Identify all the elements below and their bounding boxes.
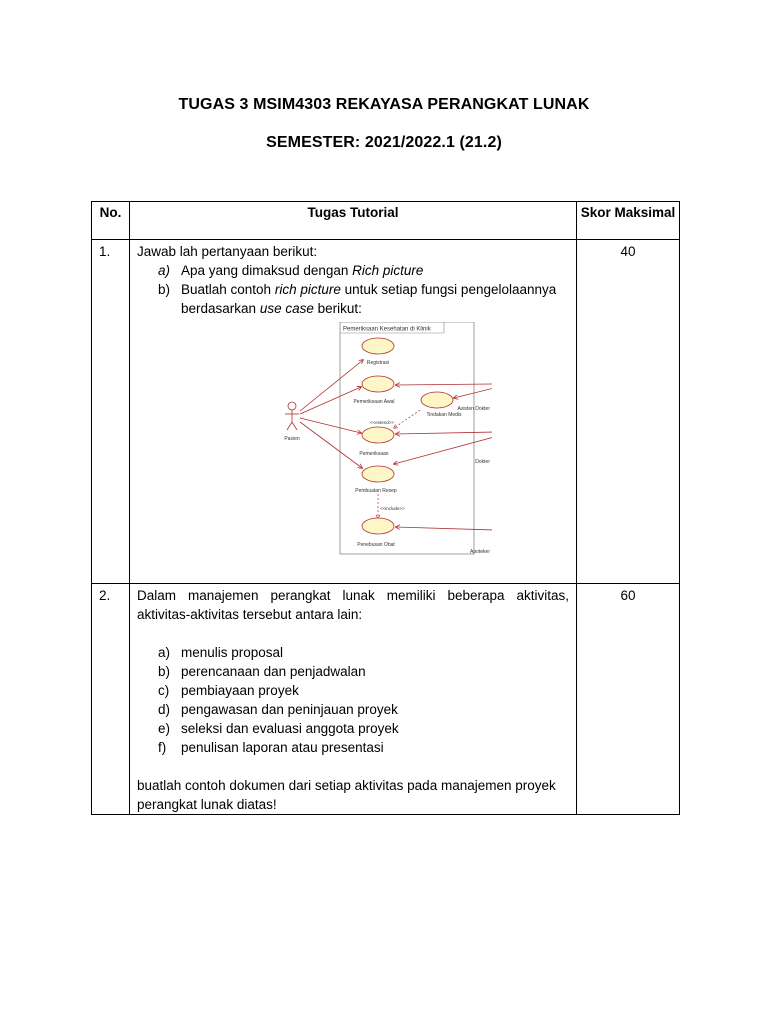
task-table [91,201,680,815]
task-cell [130,240,577,584]
item-text: pembiayaan proyek [181,683,299,698]
item-text: Apa yang dimaksud dengan [181,263,353,278]
item-text: berdasarkan [181,301,260,316]
usecase-pemeriksaan-awal [362,376,394,392]
extend-label: <<extend>> [370,420,395,425]
item-text: Buatlah contoh [181,282,275,297]
item-text-emphasis: use case [259,301,314,316]
usecase-label: Pemeriksaan Awal [353,399,395,405]
list-marker: c) [158,683,170,698]
list-marker: b) [158,282,171,297]
item-text: untuk setiap fungsi pengelolaannya [340,282,557,297]
item-text: menulis proposal [181,645,284,660]
use-case-diagram [222,322,492,562]
usecase-label: Penebusan Obat [357,542,395,548]
task-intro: Dalam manajemen perangkat lunak memiliki beberapa aktivitas, aktivitas-aktivitas tersebut antara lain: [137,588,569,622]
list-marker: f) [158,740,167,755]
usecase-registrasi [362,338,394,354]
task-intro: Jawab lah pertanyaan berikut: [137,244,318,259]
usecase-label: Registrasi [366,360,390,366]
list-item [137,643,569,662]
list-marker: d) [158,702,171,717]
list-marker: a) [158,263,171,278]
actor-label: Asisten Dokter [457,406,490,412]
list-item [137,738,569,757]
usecase-label: Pembuatan Resep [355,488,397,494]
header-task: Tugas Tutorial [130,202,577,240]
list-marker: e) [158,721,171,736]
actor-label: Apoteker [469,549,490,555]
item-text: perencanaan dan penjadwalan [181,664,366,679]
usecase-pemeriksaan [362,427,394,443]
list-marker: b) [158,664,171,679]
actor-icon [285,402,299,430]
system-name: Pemeriksaan Kesehatan di Klinik [343,326,431,333]
list-marker: a) [158,645,171,660]
item-text-emphasis: Rich picture [352,263,424,278]
row-number: 2. [92,584,130,815]
task-list [137,261,569,318]
actor-label: Dokter [475,459,490,465]
usecase-label: Tindakan Medis [426,412,462,418]
table-header-row [92,202,680,240]
list-item [137,700,569,719]
list-item [137,280,569,318]
task-closing: buatlah contoh dokumen dari setiap aktivitas pada manajemen proyek perangkat lunak diatas! [137,778,556,812]
table-row [92,240,680,584]
list-item [137,662,569,681]
usecase-penebusan-obat [362,518,394,534]
include-label: <<include>> [380,506,405,511]
header-no: No. [92,202,130,240]
semester-subtitle: SEMESTER: 2021/2022.1 (21.2) [266,134,502,151]
header-score: Skor Maksimal [577,202,680,240]
item-text: berikut: [313,301,362,316]
table-row [92,584,680,815]
actor-label: Pasien [284,436,300,442]
usecase-pembuatan-resep [362,466,394,482]
list-item [137,261,569,280]
item-text: pengawasan dan peninjauan proyek [181,702,398,717]
score-value: 40 [577,240,680,584]
score-value: 60 [577,584,680,815]
document-title: TUGAS 3 MSIM4303 REKAYASA PERANGKAT LUNAK [178,96,590,113]
system-boundary [340,322,474,554]
item-text: penulisan laporan atau presentasi [181,740,384,755]
list-item [137,719,569,738]
item-text: seleksi dan evaluasi anggota proyek [181,721,399,736]
usecase-label: Pemeriksaan [359,451,389,457]
item-text-emphasis: rich picture [274,282,341,297]
task-cell [130,584,577,815]
activity-list [137,643,569,757]
usecase-tindakan-medis [421,392,453,408]
row-number: 1. [92,240,130,584]
list-item [137,681,569,700]
